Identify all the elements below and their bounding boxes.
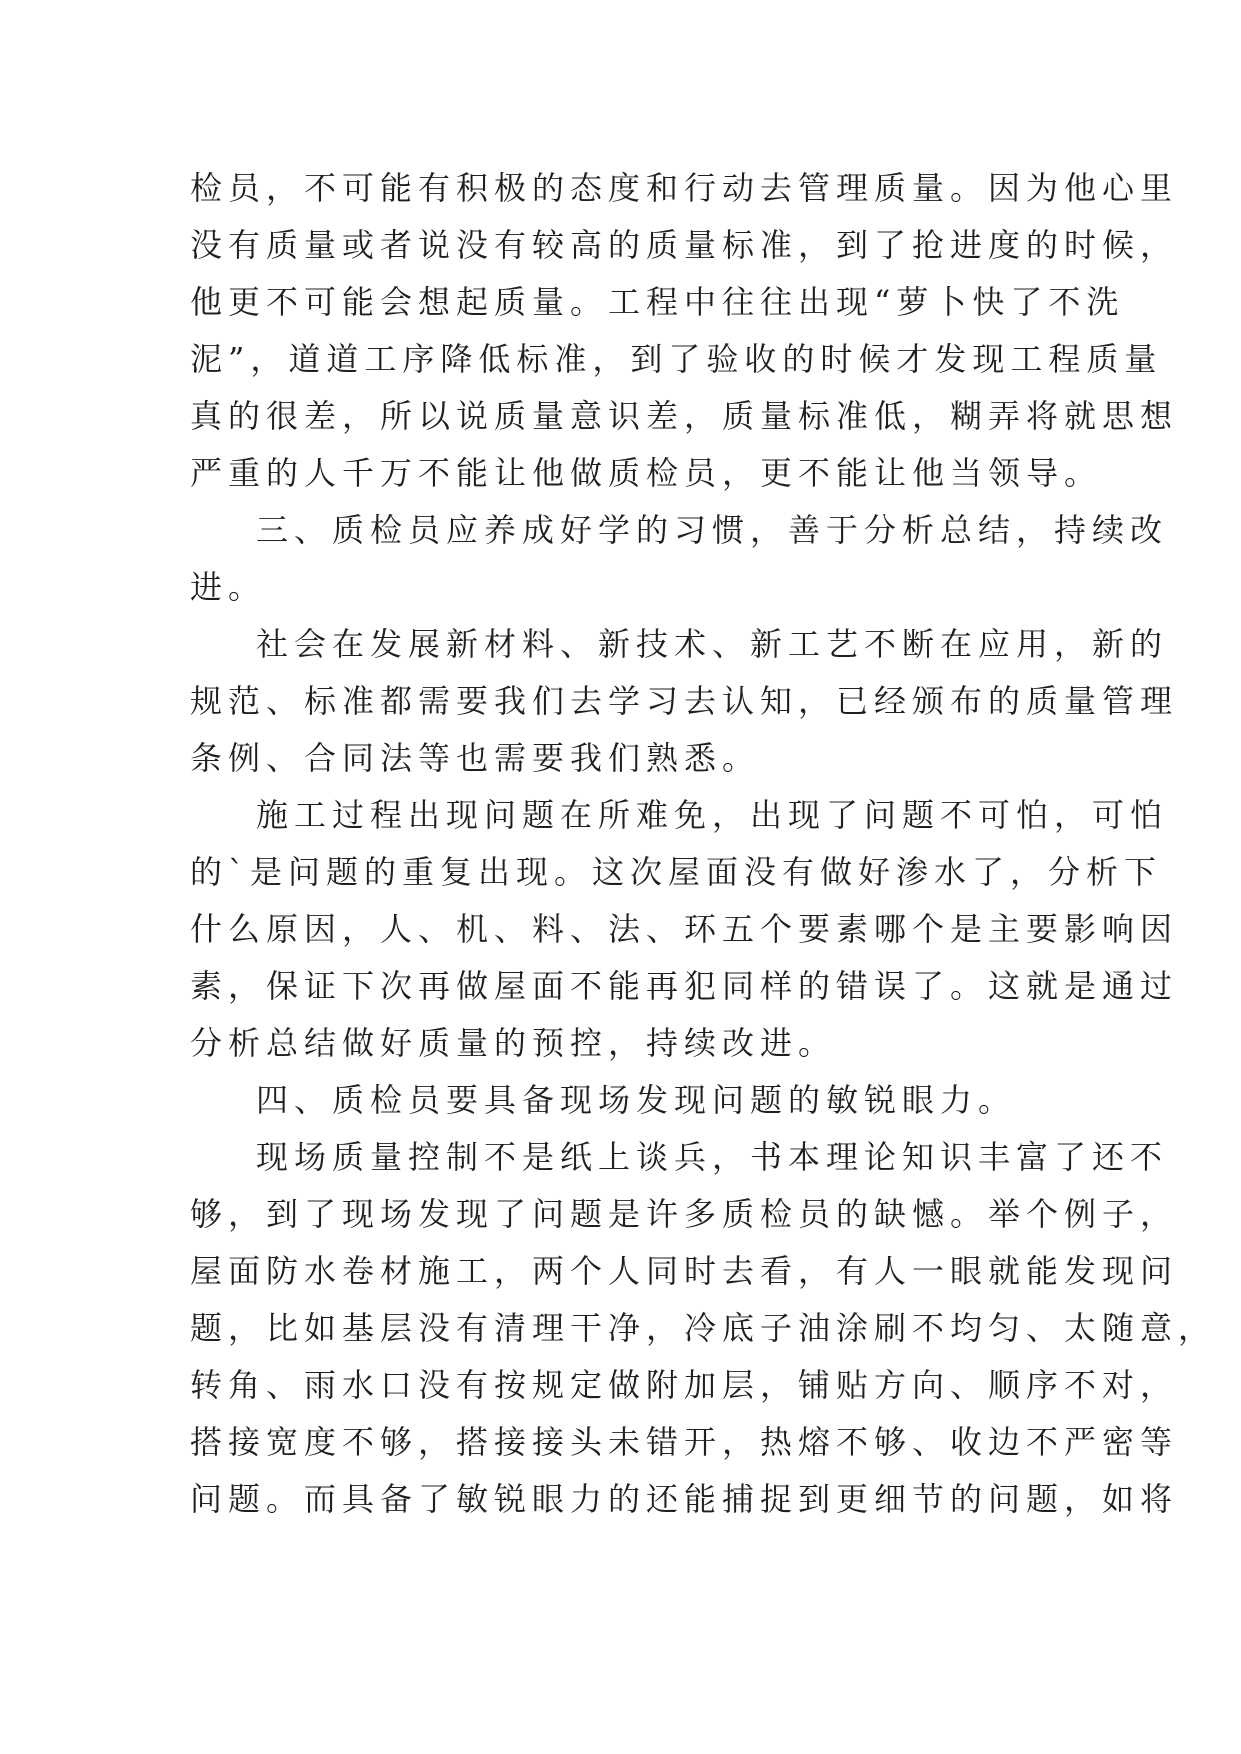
text-line: 搭接宽度不够，搭接接头未错开，热熔不够、收边不严密等 [190, 1423, 1179, 1461]
text-line: 条例、合同法等也需要我们熟悉。 [190, 739, 761, 777]
text-line: 泥”，道道工序降低标准，到了验收的时候才发现工程质量 [190, 340, 1163, 378]
text-line: 问题。而具备了敏锐眼力的还能捕捉到更细节的问题，如将 [190, 1480, 1179, 1518]
text-line: 分析总结做好质量的预控，持续改进。 [190, 1024, 837, 1062]
paragraph-start: 社会在发展新材料、新技术、新工艺不断在应用，新的 [256, 625, 1169, 663]
text-line: 转角、雨水口没有按规定做附加层，铺贴方向、顺序不对， [190, 1366, 1179, 1404]
text-line: 什么原因，人、机、料、法、环五个要素哪个是主要影响因 [190, 910, 1179, 948]
text-line: 素，保证下次再做屋面不能再犯同样的错误了。这就是通过 [190, 967, 1179, 1005]
text-line: 检员，不可能有积极的态度和行动去管理质量。因为他心里 [190, 169, 1179, 207]
text-line: 严重的人千万不能让他做质检员，更不能让他当领导。 [190, 454, 1103, 492]
text-line: 的`是问题的重复出现。这次屋面没有做好渗水了，分析下 [190, 853, 1163, 891]
section-heading-3: 三、质检员应养成好学的习惯，善于分析总结，持续改 [256, 511, 1169, 549]
text-line: 题，比如基层没有清理干净，冷底子油涂刷不均匀、太随意， [190, 1309, 1217, 1347]
body-text [190, 160, 1217, 1528]
paragraph-start: 现场质量控制不是纸上谈兵，书本理论知识丰富了还不 [256, 1138, 1169, 1176]
text-line: 他更不可能会想起质量。工程中往往出现“萝卜快了不洗 [190, 283, 1125, 321]
text-line: 屋面防水卷材施工，两个人同时去看，有人一眼就能发现问 [190, 1252, 1179, 1290]
text-line: 真的很差，所以说质量意识差，质量标准低，糊弄将就思想 [190, 397, 1179, 435]
text-line: 规范、标准都需要我们去学习去认知，已经颁布的质量管理 [190, 682, 1179, 720]
section-heading-4: 四、质检员要具备现场发现问题的敏锐眼力。 [256, 1081, 1017, 1119]
text-line: 进。 [190, 568, 267, 606]
text-line: 没有质量或者说没有较高的质量标准，到了抢进度的时候， [190, 226, 1179, 264]
text-line: 够，到了现场发现了问题是许多质检员的缺憾。举个例子， [190, 1195, 1179, 1233]
paragraph-start: 施工过程出现问题在所难免，出现了问题不可怕，可怕 [256, 796, 1169, 834]
